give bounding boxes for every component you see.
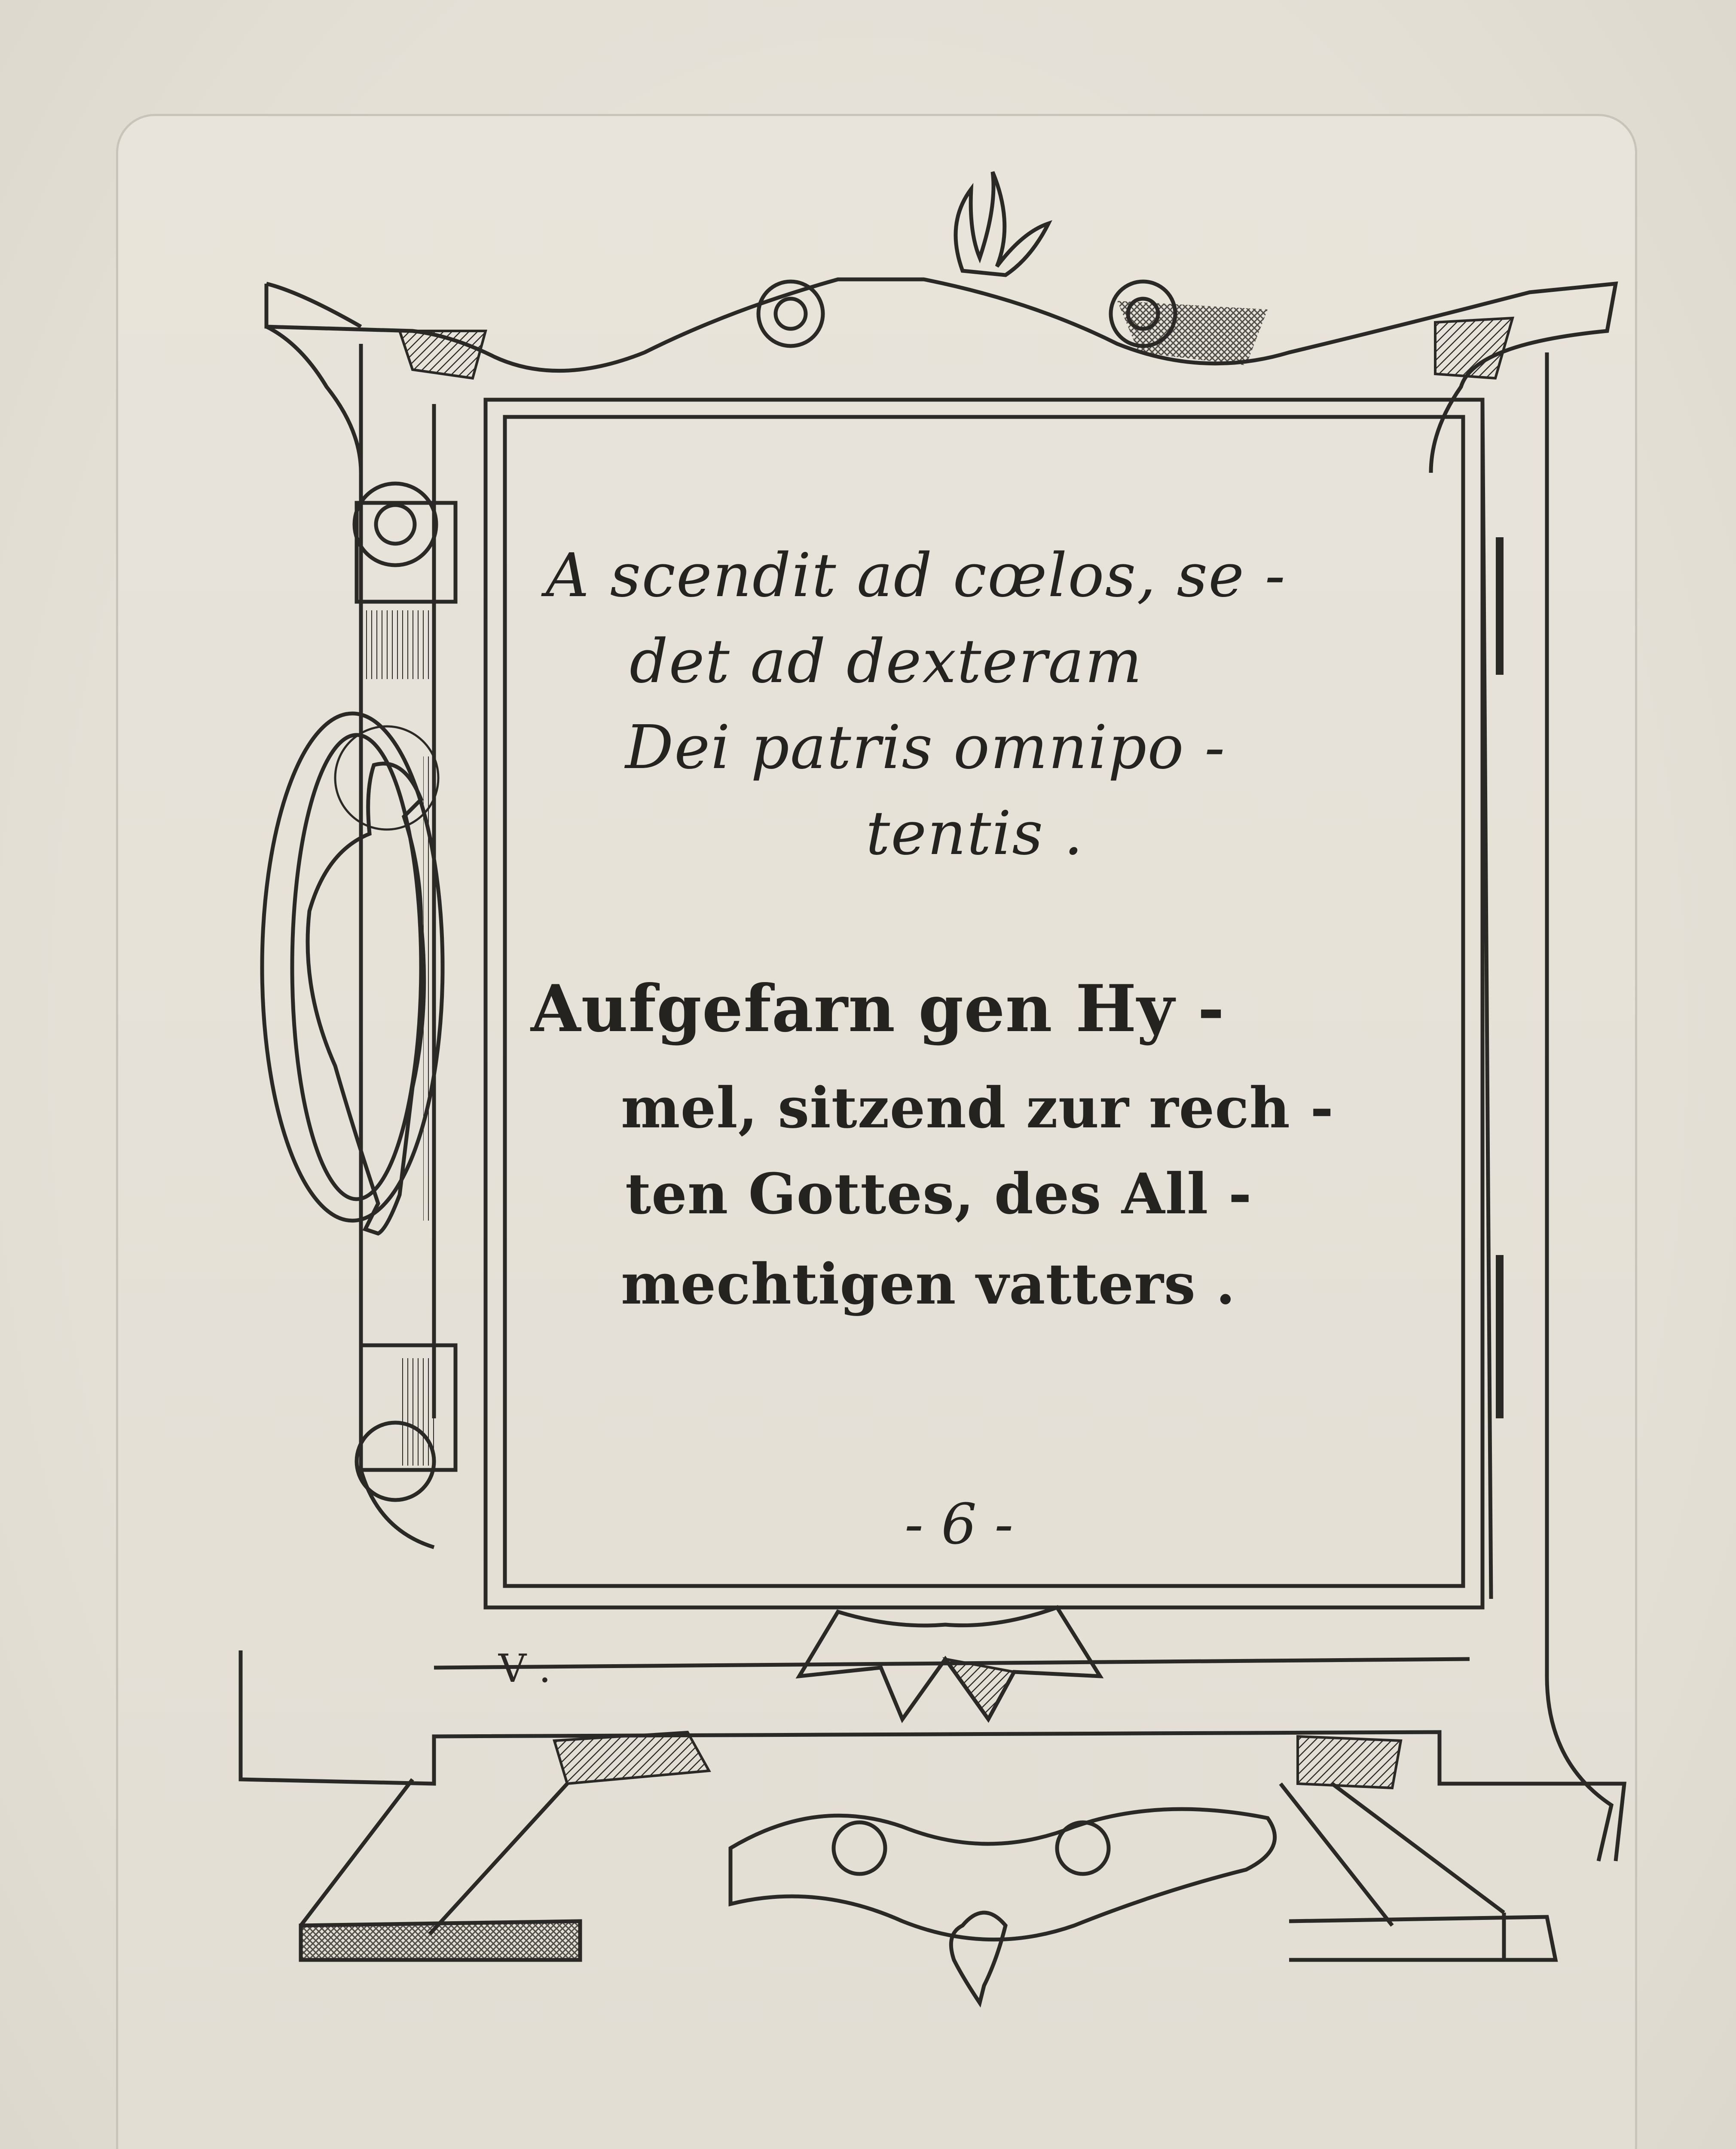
left-upper-scroll: [355, 484, 436, 565]
bottom-pedestal: [241, 1650, 1624, 1861]
text-panel: [509, 511, 1356, 1557]
latin-line-1: A scendit ad cœlos, se -: [546, 541, 1286, 611]
german-line-3: ten Gottes, des All -: [625, 1161, 1252, 1227]
latin-line-4: tentis .: [866, 799, 1084, 869]
german-line-4: mechtigen vatters .: [621, 1251, 1236, 1317]
german-line-2: mel, sitzend zur rech -: [621, 1075, 1334, 1141]
top-left-scroll: [758, 282, 823, 346]
engraver-mark: V .: [498, 1646, 551, 1691]
latin-line-3: Dei patris omnipo -: [625, 713, 1226, 783]
bottom-leaf-pendant: [951, 1913, 1006, 2003]
german-line-1: Aufgefarn gen Hy -: [531, 971, 1225, 1047]
latin-line-2: det ad dexteram: [630, 627, 1143, 697]
left-column: [361, 344, 434, 1440]
page-number: - 6 -: [905, 1491, 1014, 1557]
bird-figure: [308, 764, 424, 1234]
top-leaf-finial: [956, 172, 1048, 275]
